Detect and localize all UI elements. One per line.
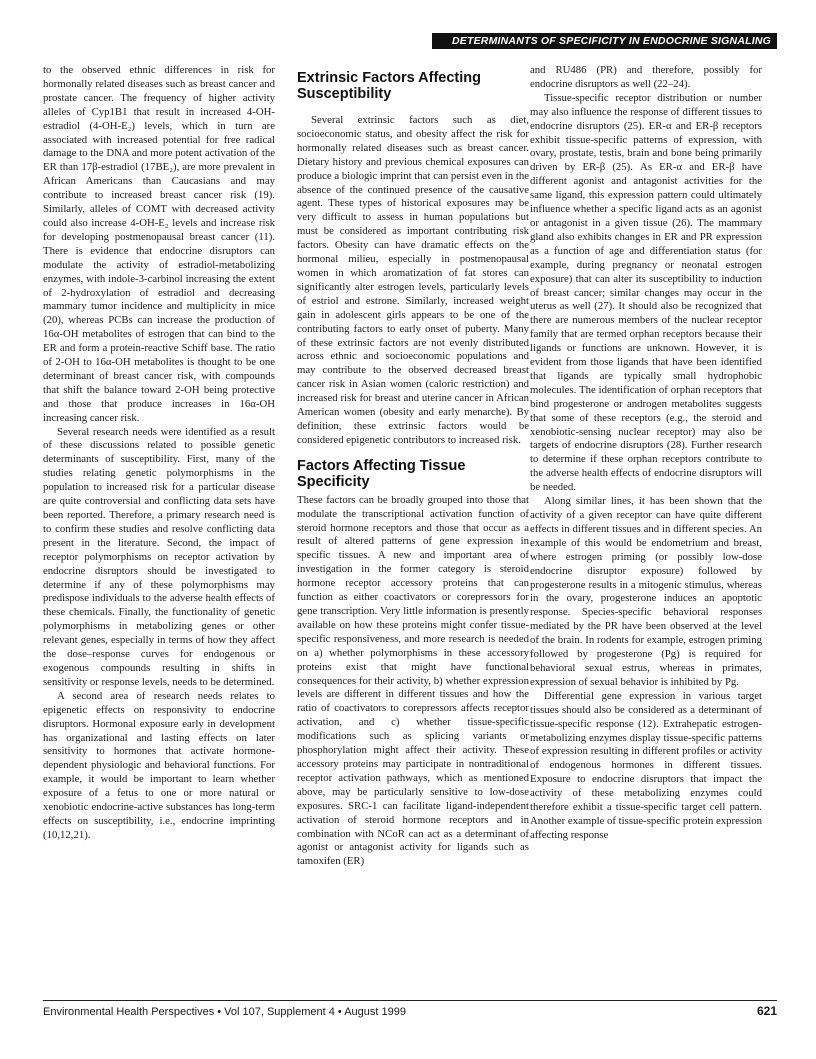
footer-rule bbox=[43, 1000, 777, 1001]
paragraph: to the observed ethnic differences in risk for hormonally related diseases such as breast cancer and prostate cancer. The frequency of higher activity alleles of Cyp1B1 that result in increased 4-OH-estradiol (4-OH-E₂) levels, which in turn are associated with increased potential for free radical damage to the DNA and more potent activation of the ER than 17β-estradiol (17BE₂), are more prevalent in African Americans than Caucasians and may contribute to increased breast cancer risk (19). Similarly, alleles of COMT with decreased activity could also increase 4-OH-E₂ levels and increase risk for developing postmenopausal breast cancer (11). There is evidence that endocrine disruptors can modulate the activity of estradiol-metabolizing enzymes, with indole-3-carbinol increasing the extent of 2-hydroxylation of estradiol and decreasing mammary tumor incidence and multiplicity in mice (20), whereas PCBs can increase the production of 16α-OH metabolites of estrogen that can bind to the ER and form a protein-reactive Schiff base. The ratio of 2-OH to 16α-OH metabolites is thought to be one determinant of breast cancer risk, with compounds that shift the balance toward 2-OH being protective and those that produce increases in 16α-OH increasing cancer risk. bbox=[43, 64, 275, 424]
paragraph: A second area of research needs relates to epigenetic effects on responsivity to endocrine disruptors. Hormonal exposure early in development has organizational and lasting effects on later sensitivity to hormones that activate hormone-dependent physiologic and behavioral functions. For example, it would be important to learn whether exposure of a fetus to one or more natural or xenobiotic endocrine-active substances has long-term effects on susceptibility, i.e., endocrine imprinting (10,12,21). bbox=[43, 689, 275, 841]
paragraph: Along similar lines, it has been shown that the activity of a given receptor can have quite different effects in different tissues and in different species. An example of this would be endometrium and breast, where estrogen priming (or possibly low-dose endocrine disruptor exposure) followed by progesterone results in a mitogenic stimulus, whereas in the ovary, progesterone induces an apoptotic response. Species-specific behavioral responses mediated by the PR have been observed at the level of the brain. In rodents for example, estrogen priming followed by progesterone (Pg) is required for behavioral sexual estrus, whereas in primates, expression of sexual behavior is inhibited by Pg. bbox=[530, 495, 762, 688]
paragraph: These factors can be broadly grouped into those that modulate the transcriptional activation function of steroid hormone receptors and those that occur as a result of altered patterns of gene expression in specific tissues. A new and important area of investigation in the former category is steroid hormone receptor accessory proteins that can function as either coactivators or corepressors for gene transcription. Very little information is presently available on how these proteins might confer tissue-specific responsiveness, and more research is needed on a) whether polymorphisms in these accessory proteins exist that might have functional consequences for their activity, b) whether expression levels are different in different tissues and how the ratio of coactivators to corepressors affects receptor activation, and c) whether tissue-specific modifications such as splicing variants or phosphorylation might affect their activity. These accessory proteins may participate in nontraditional receptor activation pathways, which as mentioned above, may be particularly sensitive to low-dose exposures. SRC-1 can facilitate ligand-independent activation of steroid hormone receptors and in combination with NCoR can act as a determinant of agonist or antagonist activity for ligands such as tamoxifen (ER) bbox=[297, 493, 529, 868]
paragraph: Several extrinsic factors such as diet, socioeconomic status, and obesity affect the risk for hormonally related diseases such as breast cancer. Dietary history and previous chemical exposures can produce a biologic imprint that can persist even in the absence of the continued presence of the causative agent. These types of historical exposures may be very difficult to assess in human populations but must be considered as important contributing risk factors. Obesity can have dramatic effects on the hormonal milieu, especially in postmenopausal women in which aromatization of fat stores can significantly alter estrogen levels, particularly levels of estriol and estrone. Similarly, increased weight gain in adolescent girls appears to be one of the contributing factors to early onset of puberty. Many of these extrinsic factors are not evenly distributed across ethnic and socioeconomic populations and may contribute to the observed decreased breast cancer risk in Asian women (caloric restriction) and increased risk for breast and uterine cancer in African American women (obesity and early menarche). By definition, these extrinsic factors would be considered epigenetic contributors to increased risk. bbox=[297, 114, 529, 446]
section-heading-extrinsic-factors: Extrinsic Factors Affecting Susceptibility bbox=[297, 70, 481, 102]
paragraph: Differential gene expression in various target tissues should also be considered as a determinant of tissue-specific response (12). Extrahepatic estrogen-metabolizing enzymes display tissue-specific patterns of expression resulting in different profiles or activity of endogenous hormones in different tissues. Exposure to endocrine disruptors that impact the activity of these metabolizing enzymes could therefore exhibit a tissue-specific target cell pattern. Another example of tissue-specific protein expression affecting response bbox=[530, 689, 762, 841]
paragraph: and RU486 (PR) and therefore, possibly for endocrine disruptors as well (22–24). bbox=[530, 64, 762, 90]
journal-citation: Environmental Health Perspectives • Vol 107, Supplement 4 • August 1999 bbox=[43, 1006, 406, 1018]
running-head: DETERMINANTS OF SPECIFICITY IN ENDOCRINE SIGNALING bbox=[432, 33, 777, 49]
paragraph: Tissue-specific receptor distribution or number may also influence the response of different tissues to endocrine disruptors (25). ER-α and ER-β receptors exhibit tissue-specific patterns of expression, with ovary, prostate, testis, brain and bone being primarily driven by ER-β (25). As ER-α and ER-β have different agonist and antagonist activities for the same ligand, this expression pattern could ultimately influence whether a specific ligand acts as an agonist or antagonist in a given tissue (26). The mammary gland also exhibits changes in ER and PR expression as a function of age and differentiation status (for example, during pregnancy or neonatal estrogen exposure) that can alter its susceptibility to induction of breast cancer; similar changes may occur in the uterus as well (27). It should also be recognized that there are numerous members of the nuclear receptor family that are termed orphan receptors because their ligands or functions are unknown. However, it is evident from those ligands that have been identified that ligands are typically small hydrophobic molecules. The identification of orphan receptors that bind progesterone or androgen metabolites suggests that some of these receptors (e.g., the steroid and xenobiotic-sensing nuclear receptor) may also be targets of endocrine disruptors (28). Further research to determine if these orphan receptors contribute to the adverse health effects of endocrine disruptors will be needed. bbox=[530, 91, 762, 494]
column-1 bbox=[43, 64, 275, 988]
paragraph: Several research needs were identified as a result of these discussions related to possible genetic determinants of susceptibility. First, many of the studies relating genetic polymorphisms in the population to increased risk for a particular disease are quite controversial and conflicting data sets have been reported. Therefore, a primary research need is to confirm these studies and resolve conflicting data present in the literature. Second, the impact of receptor polymorphisms on receptor activation by endocrine disruptors should be investigated to determine if any of these polymorphisms may predispose individuals to the adverse health effects of these chemicals. Finally, the functionality of genetic polymorphisms in metabolizing genes or other relevant genes, especially in terms of how they affect the dose–response curves for endogenous or exogenous compounds resulting in shifts in sensitivity or response levels, needs to be determined. bbox=[43, 425, 275, 688]
column-3 bbox=[530, 64, 762, 988]
page-number: 621 bbox=[756, 1004, 777, 1018]
column-2 bbox=[297, 64, 529, 988]
section-heading-tissue-specificity: Factors Affecting Tissue Specificity bbox=[297, 457, 466, 490]
